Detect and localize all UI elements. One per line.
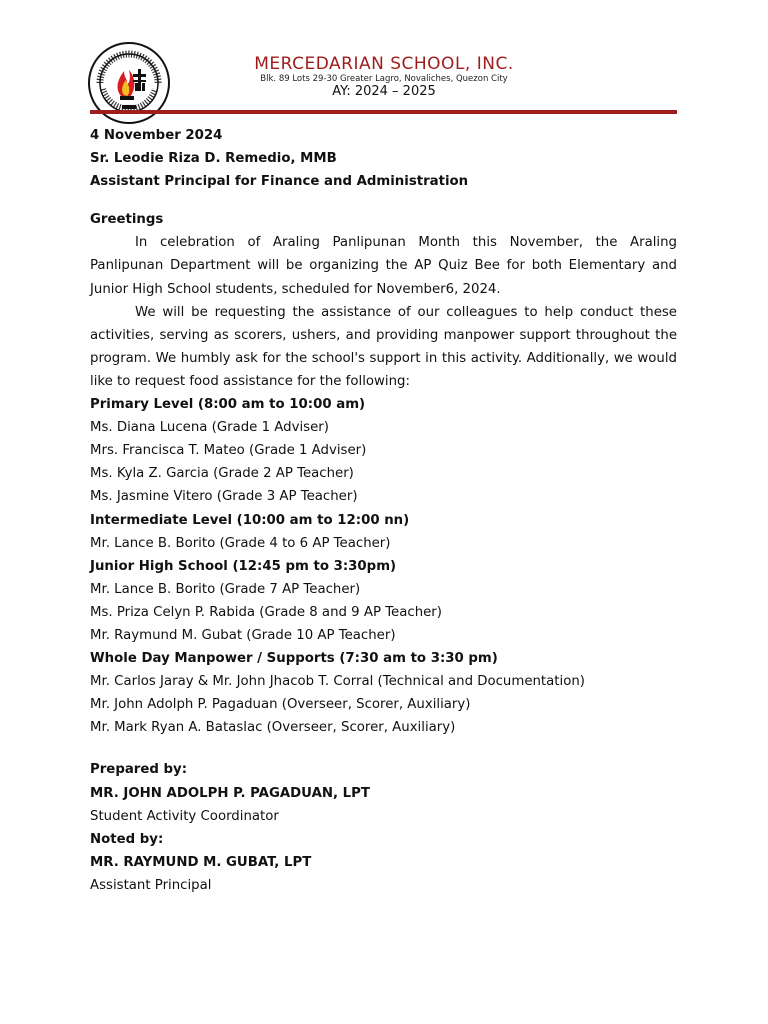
group-member: Mrs. Francisca T. Mateo (Grade 1 Adviser): [90, 443, 367, 459]
group-member: Ms. Jasmine Vitero (Grade 3 AP Teacher): [90, 489, 358, 505]
paragraph-1-text: In celebration of Araling Panlipunan Month this November, the Araling Panlipunan Department will be organizing the AP Quiz Bee for both Elementary and Junior High School students, scheduled for November6, 2024.: [90, 235, 677, 297]
group-member: Mr. Raymund M. Gubat (Grade 10 AP Teacher): [90, 627, 396, 643]
group-member: Mr. Mark Ryan A. Bataslac (Overseer, Scorer, Auxiliary): [90, 720, 456, 736]
prepared-by-label: Prepared by:: [90, 762, 188, 778]
group-heading-junior-high: Junior High School (12:45 pm to 3:30pm): [90, 558, 397, 574]
prepared-by-name: MR. JOHN ADOLPH P. PAGADUAN, LPT: [90, 785, 370, 801]
group-member: Ms. Diana Lucena (Grade 1 Adviser): [90, 420, 329, 436]
paragraph-1: [90, 231, 677, 300]
group-member: Mr. Lance B. Borito (Grade 7 AP Teacher): [90, 581, 361, 597]
recipient-title: Assistant Principal for Finance and Administration: [90, 174, 469, 190]
group-member: Mr. Carlos Jaray & Mr. John Jhacob T. Corral (Technical and Documentation): [90, 674, 585, 690]
group-member: Ms. Kyla Z. Garcia (Grade 2 AP Teacher): [90, 466, 354, 482]
noted-by-label: Noted by:: [90, 831, 164, 847]
letter-date: 4 November 2024: [90, 128, 223, 143]
noted-by-name: MR. RAYMUND M. GUBAT, LPT: [90, 854, 312, 870]
paragraph-2-text: We will be requesting the assistance of our colleagues to help conduct these activities, serving as scorers, ushers, and providing manpower support throughout the program. We humbly ask for the school's support in this activity. Additionally, we would like to request food assistance for the following:: [90, 304, 677, 389]
group-heading-primary: Primary Level (8:00 am to 10:00 am): [90, 397, 366, 413]
school-name: MERCEDARIAN SCHOOL, INC.: [254, 54, 514, 74]
group-heading-intermediate: Intermediate Level (10:00 am to 12:00 nn): [90, 512, 410, 528]
group-heading-whole-day: Whole Day Manpower / Supports (7:30 am to 3:30 pm): [90, 651, 498, 667]
group-member: Ms. Priza Celyn P. Rabida (Grade 8 and 9 AP Teacher): [90, 604, 442, 620]
noted-by-position: Assistant Principal: [90, 877, 212, 893]
greeting: Greetings: [90, 212, 164, 228]
group-member: Mr. John Adolph P. Pagaduan (Overseer, Scorer, Auxiliary): [90, 697, 471, 713]
prepared-by-position: Student Activity Coordinator: [90, 808, 279, 824]
paragraph-2: [90, 301, 677, 393]
school-address: Blk. 89 Lots 29-30 Greater Lagro, Novaliches, Quezon City: [260, 74, 508, 84]
letter-body: [90, 124, 677, 897]
group-member: Mr. Lance B. Borito (Grade 4 to 6 AP Teacher): [90, 535, 391, 551]
academic-year: AY: 2024 – 2025: [332, 84, 436, 99]
header-divider: [90, 110, 677, 114]
recipient-name: Sr. Leodie Riza D. Remedio, MMB: [90, 151, 337, 167]
